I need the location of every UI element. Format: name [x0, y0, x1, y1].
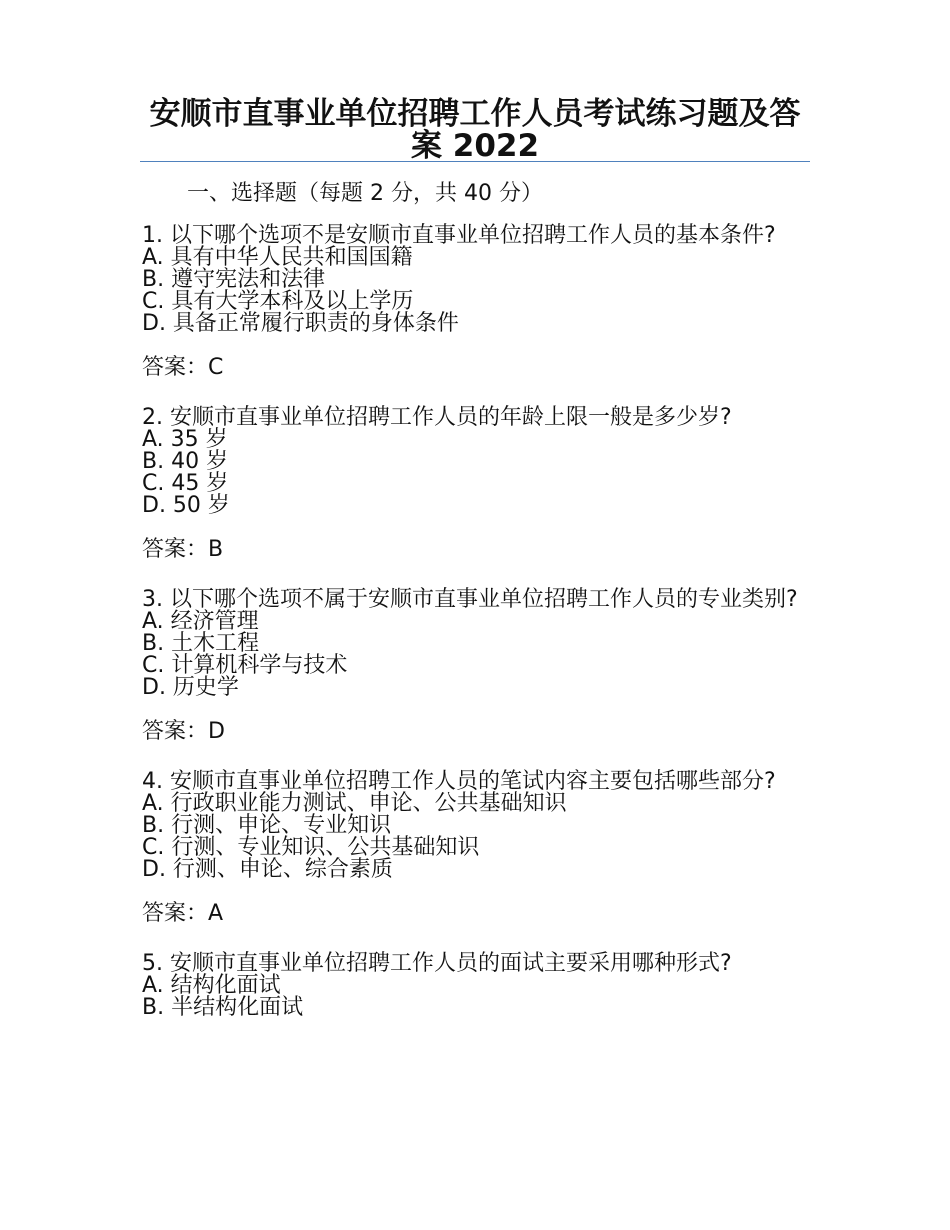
option-a: A. 行政职业能力测试、申论、公共基础知识: [142, 791, 567, 816]
option-c: C. 行测、专业知识、公共基础知识: [142, 835, 480, 860]
option-b: B. 遵守宪法和法律: [142, 267, 326, 292]
option-d: D. 50 岁: [142, 493, 230, 518]
document-title: 安顺市直事业单位招聘工作人员考试练习题及答案 2022: [149, 96, 801, 164]
option-c: C. 计算机科学与技术: [142, 653, 348, 678]
option-a: A. 经济管理: [142, 609, 259, 634]
question-list: [142, 225, 802, 1019]
question-item: [142, 407, 802, 566]
question-item: [142, 225, 802, 384]
option-b: B. 行测、申论、专业知识: [142, 813, 392, 838]
option-d: D. 行测、申论、综合素质: [142, 857, 393, 882]
question-item: [142, 953, 802, 1019]
option-d: D. 历史学: [142, 675, 239, 700]
option-a: A. 具有中华人民共和国国籍: [142, 245, 413, 270]
answer-text: 答案：B: [142, 537, 224, 562]
option-b: B. 40 岁: [142, 449, 229, 474]
answer-text: 答案：C: [142, 355, 224, 380]
question-text: 3. 以下哪个选项不属于安顺市直事业单位招聘工作人员的专业类别?: [142, 587, 798, 612]
question-text: 5. 安顺市直事业单位招聘工作人员的面试主要采用哪种形式?: [142, 951, 732, 976]
question-text: 2. 安顺市直事业单位招聘工作人员的年龄上限一般是多少岁?: [142, 405, 732, 430]
option-c: C. 具有大学本科及以上学历: [142, 289, 414, 314]
title-divider: [140, 161, 810, 162]
option-b: B. 土木工程: [142, 631, 260, 656]
question-item: [142, 771, 802, 930]
question-text: 1. 以下哪个选项不是安顺市直事业单位招聘工作人员的基本条件?: [142, 223, 776, 248]
option-a: A. 35 岁: [142, 427, 228, 452]
option-d: D. 具备正常履行职责的身体条件: [142, 311, 459, 336]
section-heading: 一、选择题（每题 2 分，共 40 分）: [187, 181, 543, 206]
question-text: 4. 安顺市直事业单位招聘工作人员的笔试内容主要包括哪些部分?: [142, 769, 776, 794]
option-b: B. 半结构化面试: [142, 995, 304, 1020]
option-c: C. 45 岁: [142, 471, 229, 496]
option-a: A. 结构化面试: [142, 973, 281, 998]
question-item: [142, 589, 802, 748]
answer-text: 答案：A: [142, 901, 224, 926]
answer-text: 答案：D: [142, 719, 225, 744]
